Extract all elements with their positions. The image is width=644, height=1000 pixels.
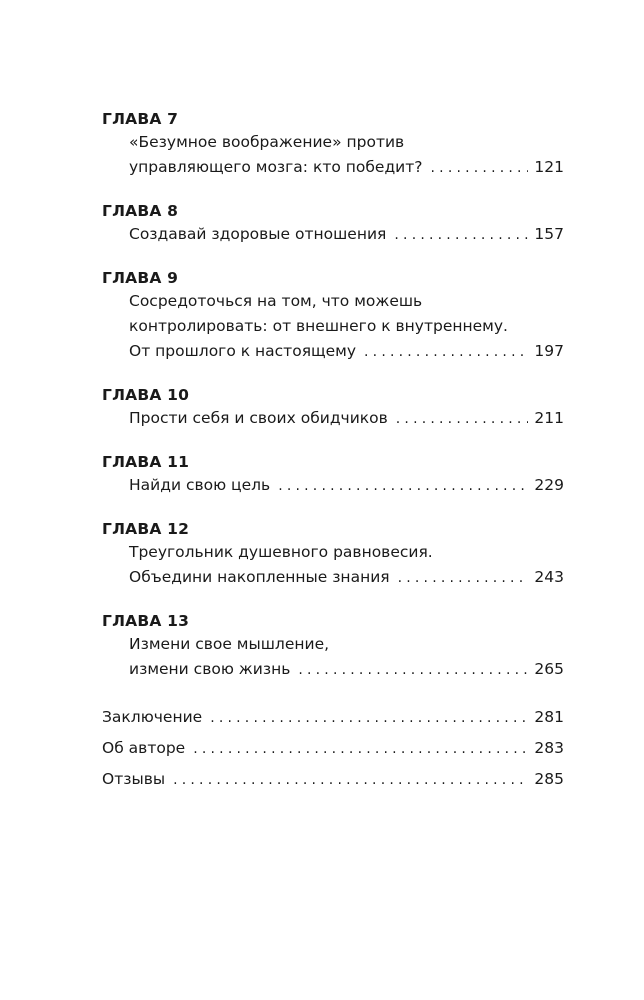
chapter-title-line: измени свою жизнь <box>129 660 291 678</box>
page-number: 157 <box>534 225 564 243</box>
page-number: 243 <box>534 568 564 586</box>
chapter-heading: ГЛАВА 12 <box>102 520 190 538</box>
chapter-title-line: Объедини накопленные знания <box>129 568 390 586</box>
chapter-title-line: Прости себя и своих обидчиков <box>129 409 388 427</box>
page-number: 281 <box>534 708 564 726</box>
page-number: 211 <box>534 409 564 427</box>
chapter-entry <box>102 610 564 683</box>
toc-entry-line[interactable] <box>129 657 564 683</box>
chapter-title-line: Треугольник душевного равновесия. <box>129 543 433 561</box>
table-of-contents <box>102 108 564 795</box>
dot-leader <box>173 765 528 795</box>
entry-title: Об авторе <box>102 739 186 757</box>
entry-title: Отзывы <box>102 770 166 788</box>
chapter-title-line: Найди свою цель <box>129 476 271 494</box>
toc-entry-line[interactable] <box>129 222 564 248</box>
dot-leader <box>398 566 529 591</box>
chapter-title-line: Сосредоточься на том, что можешь <box>129 292 423 310</box>
dot-leader <box>431 156 529 181</box>
page-number: 265 <box>534 660 564 678</box>
toc-entry-line[interactable] <box>129 473 564 499</box>
chapter-title-block <box>102 540 564 591</box>
page-number: 283 <box>534 739 564 757</box>
chapter-entry <box>102 200 564 248</box>
toc-entry-reviews[interactable] <box>102 764 564 795</box>
dot-leader <box>278 474 528 499</box>
dot-leader <box>364 340 528 365</box>
entry-title: Заключение <box>102 708 203 726</box>
dot-leader <box>298 658 528 683</box>
page-number: 197 <box>534 342 564 360</box>
chapter-title-block <box>102 473 564 499</box>
chapter-title-line: От прошлого к настоящему <box>129 342 357 360</box>
chapter-heading: ГЛАВА 13 <box>102 612 190 630</box>
chapter-heading: ГЛАВА 10 <box>102 386 190 404</box>
toc-entry-conclusion[interactable] <box>102 702 564 733</box>
chapter-title-block <box>102 406 564 432</box>
toc-entry-line[interactable] <box>129 406 564 432</box>
toc-entry-line[interactable] <box>129 565 564 591</box>
chapter-title-block <box>102 222 564 248</box>
chapter-heading: ГЛАВА 11 <box>102 453 190 471</box>
chapter-entry <box>102 108 564 181</box>
dot-leader <box>394 223 528 248</box>
chapter-entry <box>102 267 564 365</box>
toc-entry-about-author[interactable] <box>102 733 564 764</box>
chapter-entry <box>102 518 564 591</box>
chapter-title-block <box>102 130 564 181</box>
dot-leader <box>396 407 529 432</box>
page-number: 121 <box>534 158 564 176</box>
page-number: 229 <box>534 476 564 494</box>
page-number: 285 <box>534 770 564 788</box>
chapter-entry <box>102 384 564 432</box>
chapter-title-line: Измени свое мышление, <box>129 635 330 653</box>
dot-leader <box>193 734 528 764</box>
chapter-title-line: «Безумное воображение» против <box>129 133 405 151</box>
chapter-entry <box>102 451 564 499</box>
chapter-title-line: управляющего мозга: кто победит? <box>129 158 423 176</box>
chapter-title-block <box>102 289 564 365</box>
back-matter <box>102 702 564 795</box>
dot-leader <box>210 703 528 733</box>
chapter-heading: ГЛАВА 8 <box>102 202 179 220</box>
chapter-heading: ГЛАВА 7 <box>102 110 179 128</box>
chapter-title-line: контролировать: от внешнего к внутреннему. <box>129 317 508 335</box>
toc-entry-line[interactable] <box>129 155 564 181</box>
chapter-title-line: Создавай здоровые отношения <box>129 225 387 243</box>
chapter-title-block <box>102 632 564 683</box>
toc-entry-line[interactable] <box>129 339 564 365</box>
chapter-heading: ГЛАВА 9 <box>102 269 179 287</box>
